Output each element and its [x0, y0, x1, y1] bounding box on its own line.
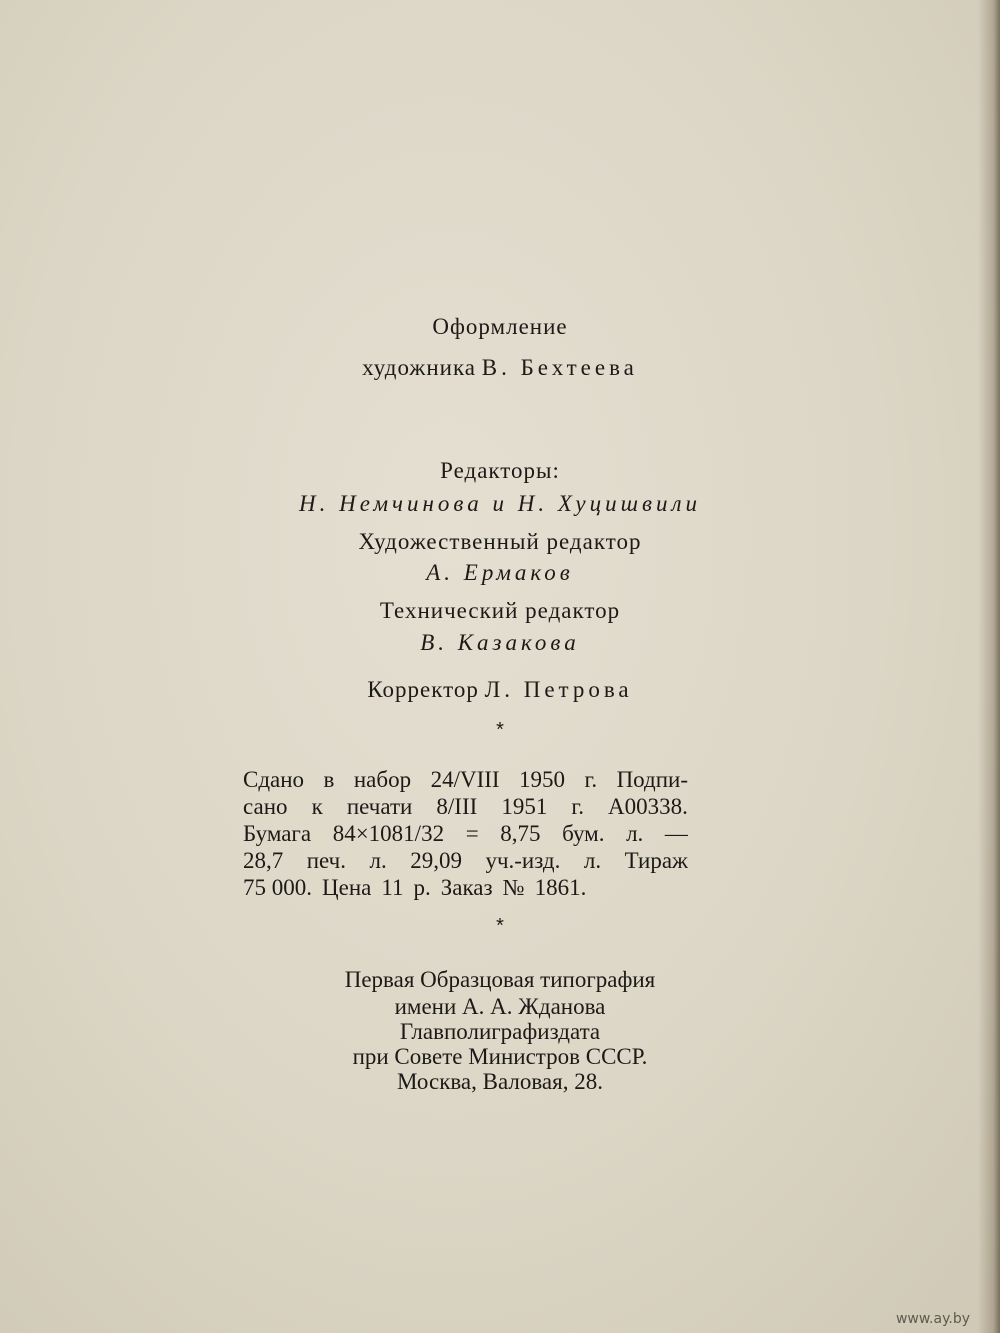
- imprint-word: л.: [626, 821, 644, 846]
- printer-line-4: при Совете Министров СССР.: [352, 1044, 648, 1069]
- imprint-word: 11: [381, 875, 404, 900]
- imprint-word: г.: [571, 794, 584, 819]
- imprint-word: Тираж: [624, 848, 688, 873]
- imprint-word: 8,75: [500, 821, 541, 846]
- editors-names: Н. Немчинова и Н. Хуцишвили: [298, 491, 702, 516]
- imprint-line-2: [243, 794, 688, 821]
- design-label: Оформление: [432, 314, 568, 339]
- tech-editor-heading: Технический редактор: [379, 598, 621, 623]
- art-editor-heading: Художественный редактор: [358, 529, 642, 554]
- imprint-word: Подпи-: [616, 767, 688, 792]
- imprint-block: [243, 767, 688, 902]
- imprint-word: 8/III: [436, 794, 478, 819]
- imprint-word: бум.: [562, 821, 605, 846]
- corrector-label: Корректор: [367, 677, 479, 702]
- separator-star-1: *: [496, 719, 504, 741]
- designer-prefix: художника: [362, 355, 476, 380]
- imprint-word: 1861.: [534, 875, 587, 900]
- imprint-line-3: [243, 821, 688, 848]
- imprint-line-1: [243, 767, 688, 794]
- imprint-word: Цена: [322, 875, 372, 900]
- imprint-word: 24/VIII: [430, 767, 500, 792]
- imprint-word: Сдано: [243, 767, 305, 792]
- designer-name: В. Бехтеева: [481, 355, 638, 380]
- printer-line-1: Первая Образцовая типография: [344, 967, 656, 992]
- imprint-word: А00338.: [608, 794, 688, 819]
- imprint-word: р.: [413, 875, 431, 900]
- imprint-word: г.: [584, 767, 598, 792]
- imprint-word: сано: [243, 794, 288, 819]
- imprint-word: 28,7: [243, 848, 284, 873]
- designer-credit: [0, 355, 1000, 381]
- imprint-word: =: [465, 821, 479, 846]
- corrector-name: Л. Петрова: [484, 677, 633, 702]
- imprint-word: 1950: [519, 767, 566, 792]
- imprint-word: печ.: [306, 848, 346, 873]
- separator-star-2: *: [496, 915, 504, 937]
- printer-line-3: Главполиграфиздата: [399, 1019, 601, 1044]
- imprint-word: 84×1081/32: [332, 821, 445, 846]
- site-watermark: www.ay.by: [895, 1311, 970, 1327]
- imprint-word: печати: [346, 794, 413, 819]
- imprint-line-4: [243, 848, 688, 875]
- imprint-word: №: [502, 875, 525, 900]
- imprint-word: Бумага: [243, 821, 312, 846]
- imprint-word: набор: [353, 767, 412, 792]
- editors-heading: Редакторы:: [440, 458, 560, 483]
- tech-editor-name: В. Казакова: [420, 630, 580, 655]
- imprint-word: Заказ: [440, 875, 493, 900]
- imprint-word: к: [311, 794, 323, 819]
- imprint-word: уч.-изд.: [485, 848, 561, 873]
- imprint-line-5: [243, 875, 688, 902]
- printer-line-5: Москва, Валовая, 28.: [397, 1069, 603, 1094]
- imprint-word: л.: [369, 848, 387, 873]
- corrector-line: [0, 677, 1000, 703]
- imprint-word: 29,09: [410, 848, 462, 873]
- imprint-word: л.: [583, 848, 602, 873]
- imprint-word: 75 000.: [243, 875, 312, 900]
- printer-line-2: имени А. А. Жданова: [394, 994, 606, 1019]
- imprint-word: 1951: [501, 794, 548, 819]
- page-edge-shadow: [978, 0, 1000, 1333]
- art-editor-name: А. Ермаков: [426, 560, 574, 585]
- imprint-word: в: [323, 767, 335, 792]
- imprint-word: —: [664, 821, 688, 846]
